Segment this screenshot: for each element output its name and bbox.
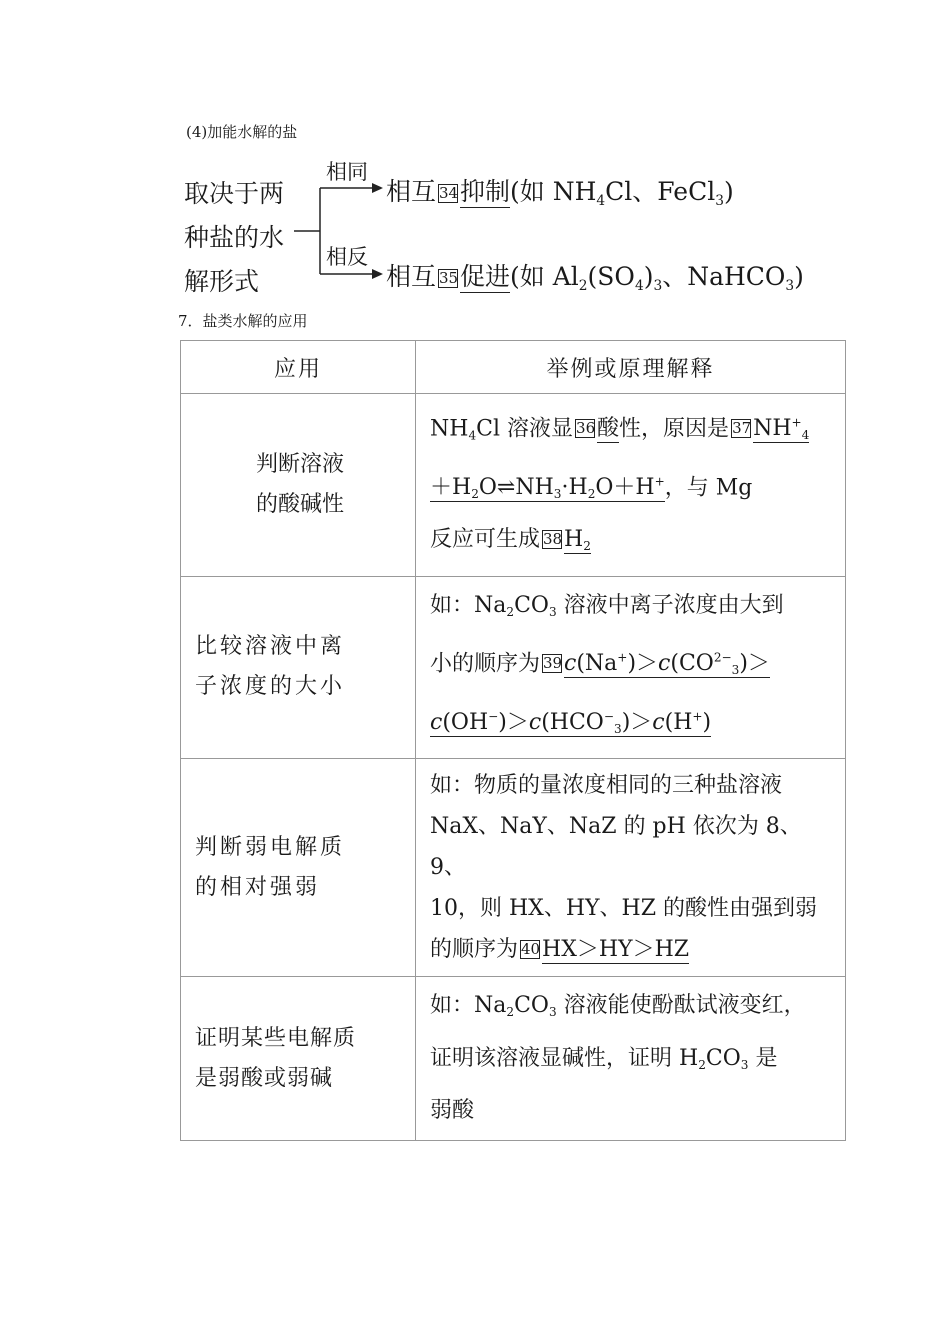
blank-35: 35 — [439, 269, 459, 287]
row-application: 判断溶液 的酸碱性 — [181, 394, 416, 577]
answer-acid-strength: HX＞HY＞HZ — [542, 937, 690, 963]
blank-34: 34 — [439, 184, 459, 202]
table-header-row — [181, 341, 846, 394]
branch-arrows — [290, 180, 390, 290]
table-row — [181, 576, 846, 759]
section-7-heading: 7．盐类水解的应用 — [178, 312, 308, 330]
hydrolysis-form-label: 取决于两 种盐的水 解形式 — [184, 179, 285, 296]
table-row — [181, 759, 846, 977]
row-application: 比较溶液中离 子浓度的大小 — [181, 576, 416, 759]
row-explanation: 如：$Na_2CO_3$ 溶液中离子浓度由大到 小的顺序为 $39c(Na^+)>c(CO^{2-}_3)>$ $c(OH^-)>c(HCO^-_3)>c(H^+)$ — [416, 576, 846, 759]
blank-38: 38 — [543, 530, 563, 549]
col-header-explanation: 举例或原理解释 — [416, 341, 846, 394]
row-application: 判断弱电解质 的相对强弱 — [181, 759, 416, 977]
answer-ionic-equation-part1: $NH^+_4$ — [753, 416, 810, 443]
row-explanation: 如：$Na_2CO_3$ 溶液能使酚酞试液变红， 证明该溶液显碱性，证明 $H_2CO_3$ 是 弱酸 — [416, 977, 846, 1140]
row-explanation: $NH_4Cl$ 溶液显 36酸性，原因是 $37NH^+_4$ $+H_2O\rightleftharpoons NH_3\cdot H_2O+H^+$，与 Mg 反应可生成 $38H_2$ — [416, 394, 846, 577]
table-row — [181, 977, 846, 1140]
col-header-application: 应用 — [181, 341, 416, 394]
section-4-heading: (4)加能水解的盐 — [186, 123, 298, 141]
branch-same-label: 相同 — [326, 160, 368, 184]
answer-ionic-equation-part2: $+H_2O\rightleftharpoons NH_3\cdot H_2O+H^+$ — [430, 474, 665, 502]
answer-hydrogen: $H_2$ — [564, 527, 591, 554]
answer-inhibit: 抑制 — [460, 177, 511, 206]
answer-acid: 酸 — [597, 416, 620, 442]
hydrolysis-application-table — [180, 340, 846, 1141]
answer-promote: 促进 — [460, 262, 511, 291]
same-result: 相互 34抑制(如 $NH_4Cl$、FeCl$_3$) — [386, 177, 734, 209]
answer-ion-order-part1: $c(Na^+)>c(CO^{2-}_3)>$ — [564, 650, 770, 678]
row-application: 证明某些电解质 是弱酸或弱碱 — [181, 977, 416, 1140]
branch-opposite-label: 相反 — [326, 245, 368, 269]
answer-ion-order-part2: $c(OH^-)>c(HCO^-_3)>c(H^+)$ — [430, 709, 712, 737]
blank-37: 37 — [732, 419, 752, 438]
row-explanation: 如：物质的量浓度相同的三种盐溶液 NaX、NaY、NaZ 的 pH 依次为 8、9、 10，则 HX、HY、HZ 的酸性由强到弱 的顺序为 40HX＞HY＞HZ — [416, 759, 846, 977]
blank-39: 39 — [543, 654, 563, 673]
blank-40: 40 — [521, 940, 541, 959]
opposite-result: 相互 35促进(如 $Al_2(SO_4)_3$、NaHCO$_3$) — [386, 262, 804, 294]
blank-36: 36 — [576, 419, 596, 438]
table-row — [181, 394, 846, 577]
